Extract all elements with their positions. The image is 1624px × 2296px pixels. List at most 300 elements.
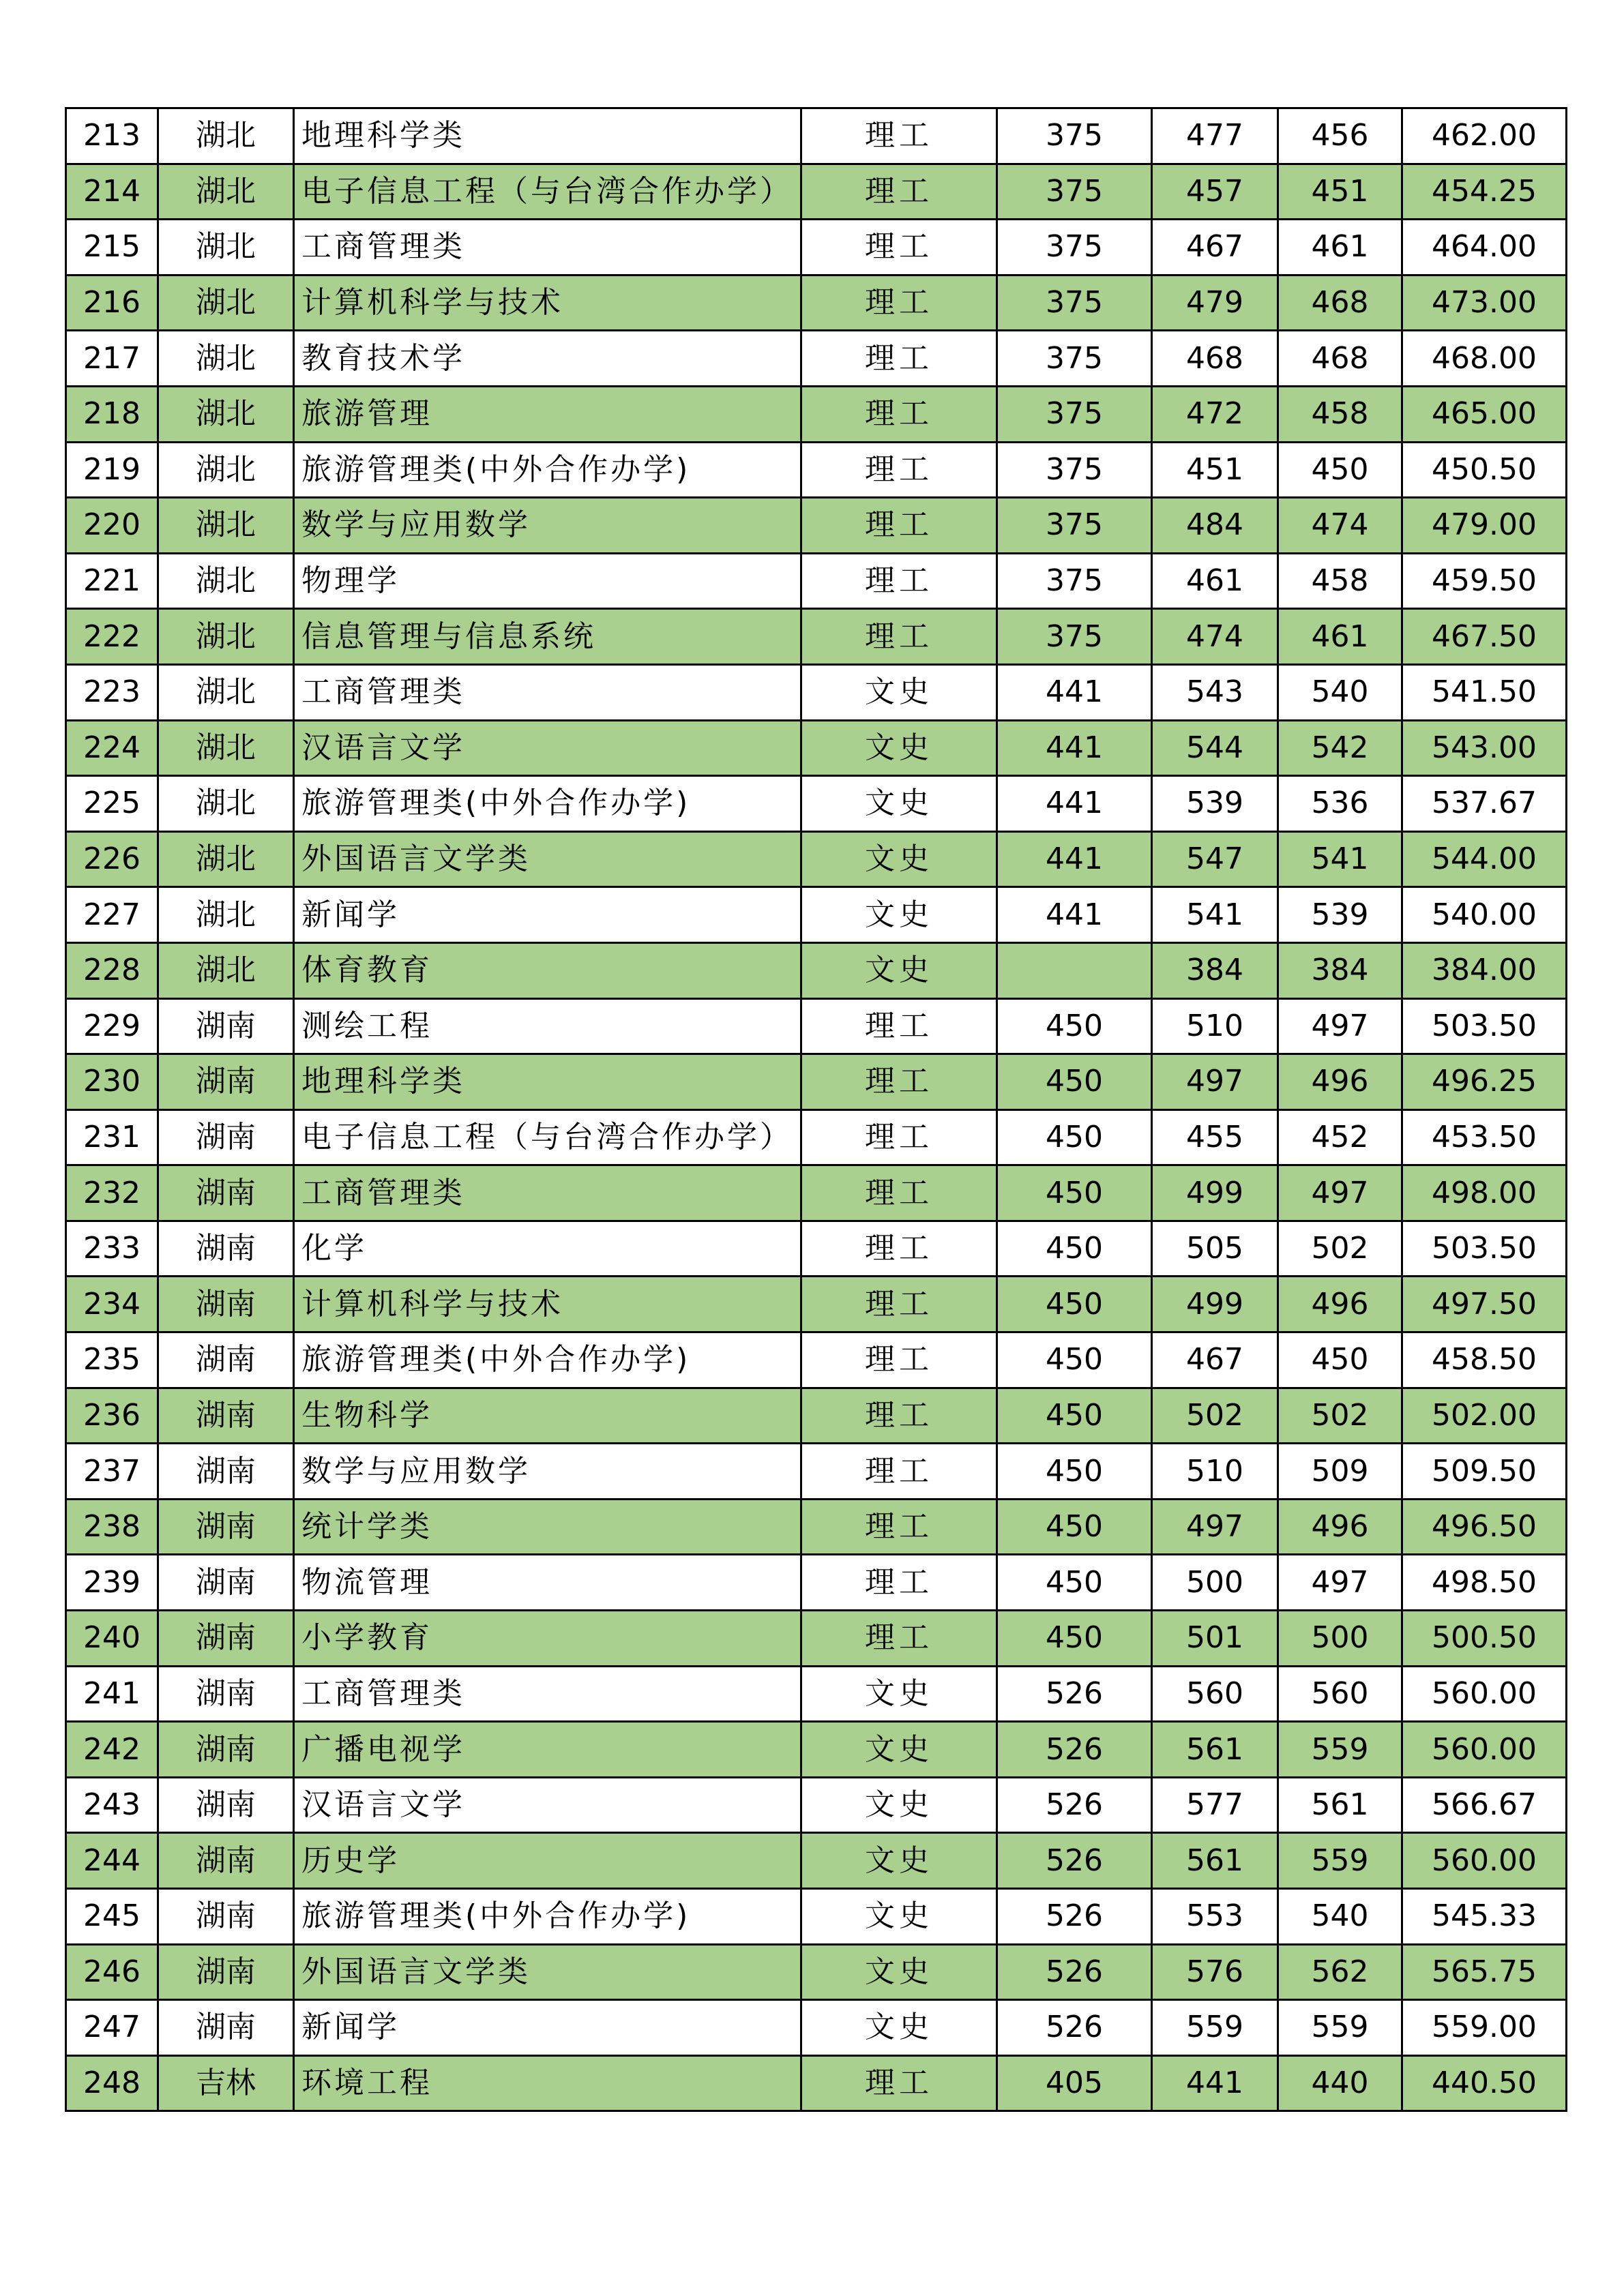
control-line-cell: 441 <box>997 776 1152 832</box>
province-cell: 湖南 <box>158 1722 294 1778</box>
min-score-cell: 536 <box>1278 776 1402 832</box>
category-cell: 理工 <box>801 609 997 665</box>
control-line-cell: 450 <box>997 1555 1152 1611</box>
control-line-cell: 441 <box>997 664 1152 720</box>
row-number-cell: 215 <box>66 220 158 275</box>
min-score-cell: 450 <box>1278 1332 1402 1388</box>
min-score-cell: 539 <box>1278 887 1402 943</box>
average-score-cell: 468.00 <box>1402 331 1567 387</box>
max-score-cell: 559 <box>1152 2000 1278 2056</box>
control-line-cell: 441 <box>997 831 1152 887</box>
table-row <box>66 2000 1567 2056</box>
average-score-cell: 503.50 <box>1402 998 1567 1054</box>
category-cell: 理工 <box>801 442 997 498</box>
table-row <box>66 553 1567 609</box>
max-score-cell: 510 <box>1152 1444 1278 1500</box>
max-score-cell: 384 <box>1152 942 1278 998</box>
control-line-cell: 375 <box>997 553 1152 609</box>
major-cell: 计算机科学与技术 <box>294 275 801 331</box>
max-score-cell: 461 <box>1152 553 1278 609</box>
min-score-cell: 440 <box>1278 2055 1402 2111</box>
row-number-cell: 244 <box>66 1833 158 1889</box>
major-cell: 旅游管理类(中外合作办学) <box>294 1889 801 1945</box>
major-cell: 外国语言文学类 <box>294 1944 801 2000</box>
province-cell: 湖北 <box>158 942 294 998</box>
average-score-cell: 459.50 <box>1402 553 1567 609</box>
major-cell: 工商管理类 <box>294 220 801 275</box>
province-cell: 湖北 <box>158 498 294 554</box>
major-cell: 生物科学 <box>294 1388 801 1444</box>
table-row <box>66 1499 1567 1555</box>
table-row <box>66 1388 1567 1444</box>
province-cell: 湖南 <box>158 1165 294 1221</box>
category-cell: 理工 <box>801 553 997 609</box>
major-cell: 测绘工程 <box>294 998 801 1054</box>
average-score-cell: 498.50 <box>1402 1555 1567 1611</box>
category-cell: 理工 <box>801 998 997 1054</box>
average-score-cell: 462.00 <box>1402 108 1567 164</box>
max-score-cell: 441 <box>1152 2055 1278 2111</box>
average-score-cell: 453.50 <box>1402 1109 1567 1165</box>
province-cell: 湖南 <box>158 1944 294 2000</box>
min-score-cell: 561 <box>1278 1777 1402 1833</box>
table-row <box>66 887 1567 943</box>
max-score-cell: 468 <box>1152 331 1278 387</box>
category-cell: 理工 <box>801 108 997 164</box>
province-cell: 湖南 <box>158 1833 294 1889</box>
province-cell: 湖北 <box>158 720 294 776</box>
control-line-cell: 450 <box>997 1277 1152 1332</box>
min-score-cell: 541 <box>1278 831 1402 887</box>
major-cell: 广播电视学 <box>294 1722 801 1778</box>
row-number-cell: 224 <box>66 720 158 776</box>
province-cell: 湖北 <box>158 831 294 887</box>
province-cell: 湖北 <box>158 275 294 331</box>
major-cell: 教育技术学 <box>294 331 801 387</box>
average-score-cell: 458.50 <box>1402 1332 1567 1388</box>
min-score-cell: 496 <box>1278 1277 1402 1332</box>
table-row <box>66 609 1567 665</box>
control-line-cell: 526 <box>997 1944 1152 2000</box>
major-cell: 物理学 <box>294 553 801 609</box>
row-number-cell: 217 <box>66 331 158 387</box>
max-score-cell: 561 <box>1152 1722 1278 1778</box>
category-cell: 理工 <box>801 1444 997 1500</box>
major-cell: 工商管理类 <box>294 664 801 720</box>
average-score-cell: 496.50 <box>1402 1499 1567 1555</box>
average-score-cell: 467.50 <box>1402 609 1567 665</box>
table-row <box>66 1833 1567 1889</box>
max-score-cell: 577 <box>1152 1777 1278 1833</box>
average-score-cell: 540.00 <box>1402 887 1567 943</box>
max-score-cell: 499 <box>1152 1165 1278 1221</box>
average-score-cell: 545.33 <box>1402 1889 1567 1945</box>
row-number-cell: 238 <box>66 1499 158 1555</box>
table-row <box>66 220 1567 275</box>
category-cell: 理工 <box>801 1109 997 1165</box>
min-score-cell: 497 <box>1278 1555 1402 1611</box>
category-cell: 文史 <box>801 1833 997 1889</box>
province-cell: 湖南 <box>158 1889 294 1945</box>
major-cell: 统计学类 <box>294 1499 801 1555</box>
min-score-cell: 559 <box>1278 2000 1402 2056</box>
major-cell: 新闻学 <box>294 887 801 943</box>
control-line-cell: 375 <box>997 442 1152 498</box>
min-score-cell: 502 <box>1278 1221 1402 1277</box>
row-number-cell: 219 <box>66 442 158 498</box>
max-score-cell: 500 <box>1152 1555 1278 1611</box>
control-line-cell: 375 <box>997 220 1152 275</box>
table-row <box>66 164 1567 220</box>
table-row <box>66 1277 1567 1332</box>
province-cell: 湖南 <box>158 1221 294 1277</box>
average-score-cell: 560.00 <box>1402 1833 1567 1889</box>
category-cell: 理工 <box>801 220 997 275</box>
table-row <box>66 1722 1567 1778</box>
province-cell: 湖南 <box>158 1277 294 1332</box>
average-score-cell: 543.00 <box>1402 720 1567 776</box>
average-score-cell: 384.00 <box>1402 942 1567 998</box>
category-cell: 文史 <box>801 776 997 832</box>
major-cell: 信息管理与信息系统 <box>294 609 801 665</box>
control-line-cell: 375 <box>997 609 1152 665</box>
max-score-cell: 547 <box>1152 831 1278 887</box>
row-number-cell: 235 <box>66 1332 158 1388</box>
category-cell: 理工 <box>801 1165 997 1221</box>
min-score-cell: 509 <box>1278 1444 1402 1500</box>
table-row <box>66 664 1567 720</box>
major-cell: 地理科学类 <box>294 1054 801 1110</box>
province-cell: 湖南 <box>158 1777 294 1833</box>
major-cell: 地理科学类 <box>294 108 801 164</box>
province-cell: 湖南 <box>158 1388 294 1444</box>
control-line-cell <box>997 942 1152 998</box>
row-number-cell: 214 <box>66 164 158 220</box>
average-score-cell: 503.50 <box>1402 1221 1567 1277</box>
average-score-cell: 541.50 <box>1402 664 1567 720</box>
max-score-cell: 510 <box>1152 998 1278 1054</box>
control-line-cell: 526 <box>997 1722 1152 1778</box>
row-number-cell: 218 <box>66 386 158 442</box>
max-score-cell: 499 <box>1152 1277 1278 1332</box>
row-number-cell: 236 <box>66 1388 158 1444</box>
province-cell: 湖北 <box>158 887 294 943</box>
min-score-cell: 452 <box>1278 1109 1402 1165</box>
table-row <box>66 1889 1567 1945</box>
category-cell: 理工 <box>801 1388 997 1444</box>
average-score-cell: 464.00 <box>1402 220 1567 275</box>
min-score-cell: 562 <box>1278 1944 1402 2000</box>
major-cell: 工商管理类 <box>294 1666 801 1722</box>
table-row <box>66 831 1567 887</box>
table-row <box>66 1777 1567 1833</box>
table-row <box>66 1944 1567 2000</box>
province-cell: 湖南 <box>158 1109 294 1165</box>
average-score-cell: 479.00 <box>1402 498 1567 554</box>
control-line-cell: 450 <box>997 1388 1152 1444</box>
category-cell: 理工 <box>801 1277 997 1332</box>
max-score-cell: 451 <box>1152 442 1278 498</box>
min-score-cell: 540 <box>1278 1889 1402 1945</box>
control-line-cell: 526 <box>997 1666 1152 1722</box>
row-number-cell: 227 <box>66 887 158 943</box>
table-row <box>66 331 1567 387</box>
min-score-cell: 474 <box>1278 498 1402 554</box>
min-score-cell: 458 <box>1278 553 1402 609</box>
control-line-cell: 450 <box>997 1165 1152 1221</box>
category-cell: 文史 <box>801 887 997 943</box>
control-line-cell: 450 <box>997 1611 1152 1667</box>
province-cell: 湖北 <box>158 331 294 387</box>
category-cell: 理工 <box>801 1555 997 1611</box>
control-line-cell: 375 <box>997 498 1152 554</box>
category-cell: 文史 <box>801 1666 997 1722</box>
category-cell: 理工 <box>801 2055 997 2111</box>
control-line-cell: 441 <box>997 887 1152 943</box>
min-score-cell: 468 <box>1278 331 1402 387</box>
category-cell: 文史 <box>801 720 997 776</box>
max-score-cell: 467 <box>1152 220 1278 275</box>
province-cell: 湖南 <box>158 1555 294 1611</box>
table-row <box>66 108 1567 164</box>
province-cell: 湖南 <box>158 998 294 1054</box>
min-score-cell: 461 <box>1278 220 1402 275</box>
average-score-cell: 559.00 <box>1402 2000 1567 2056</box>
category-cell: 文史 <box>801 1889 997 1945</box>
major-cell: 工商管理类 <box>294 1165 801 1221</box>
province-cell: 湖南 <box>158 1054 294 1110</box>
max-score-cell: 472 <box>1152 386 1278 442</box>
average-score-cell: 560.00 <box>1402 1666 1567 1722</box>
category-cell: 文史 <box>801 1944 997 2000</box>
max-score-cell: 455 <box>1152 1109 1278 1165</box>
province-cell: 湖南 <box>158 1499 294 1555</box>
table-row <box>66 1054 1567 1110</box>
max-score-cell: 497 <box>1152 1054 1278 1110</box>
row-number-cell: 226 <box>66 831 158 887</box>
row-number-cell: 213 <box>66 108 158 164</box>
average-score-cell: 497.50 <box>1402 1277 1567 1332</box>
average-score-cell: 498.00 <box>1402 1165 1567 1221</box>
row-number-cell: 232 <box>66 1165 158 1221</box>
min-score-cell: 458 <box>1278 386 1402 442</box>
min-score-cell: 542 <box>1278 720 1402 776</box>
min-score-cell: 496 <box>1278 1054 1402 1110</box>
province-cell: 湖北 <box>158 609 294 665</box>
row-number-cell: 228 <box>66 942 158 998</box>
max-score-cell: 560 <box>1152 1666 1278 1722</box>
average-score-cell: 440.50 <box>1402 2055 1567 2111</box>
control-line-cell: 450 <box>997 1332 1152 1388</box>
control-line-cell: 375 <box>997 275 1152 331</box>
province-cell: 湖北 <box>158 442 294 498</box>
major-cell: 汉语言文学 <box>294 720 801 776</box>
table-row <box>66 1555 1567 1611</box>
average-score-cell: 509.50 <box>1402 1444 1567 1500</box>
max-score-cell: 484 <box>1152 498 1278 554</box>
row-number-cell: 223 <box>66 664 158 720</box>
major-cell: 外国语言文学类 <box>294 831 801 887</box>
category-cell: 理工 <box>801 1499 997 1555</box>
major-cell: 旅游管理类(中外合作办学) <box>294 442 801 498</box>
min-score-cell: 497 <box>1278 998 1402 1054</box>
row-number-cell: 237 <box>66 1444 158 1500</box>
table-row <box>66 1444 1567 1500</box>
average-score-cell: 450.50 <box>1402 442 1567 498</box>
major-cell: 旅游管理类(中外合作办学) <box>294 1332 801 1388</box>
major-cell: 化学 <box>294 1221 801 1277</box>
control-line-cell: 375 <box>997 386 1152 442</box>
average-score-cell: 544.00 <box>1402 831 1567 887</box>
table-row <box>66 776 1567 832</box>
min-score-cell: 461 <box>1278 609 1402 665</box>
category-cell: 理工 <box>801 275 997 331</box>
min-score-cell: 497 <box>1278 1165 1402 1221</box>
min-score-cell: 559 <box>1278 1833 1402 1889</box>
average-score-cell: 454.25 <box>1402 164 1567 220</box>
row-number-cell: 221 <box>66 553 158 609</box>
major-cell: 小学教育 <box>294 1611 801 1667</box>
table-row <box>66 1332 1567 1388</box>
table-row <box>66 442 1567 498</box>
row-number-cell: 247 <box>66 2000 158 2056</box>
admission-score-table <box>65 107 1567 2112</box>
control-line-cell: 375 <box>997 331 1152 387</box>
min-score-cell: 496 <box>1278 1499 1402 1555</box>
average-score-cell: 500.50 <box>1402 1611 1567 1667</box>
category-cell: 文史 <box>801 664 997 720</box>
major-cell: 旅游管理 <box>294 386 801 442</box>
table-row <box>66 1611 1567 1667</box>
row-number-cell: 231 <box>66 1109 158 1165</box>
max-score-cell: 539 <box>1152 776 1278 832</box>
min-score-cell: 559 <box>1278 1722 1402 1778</box>
average-score-cell: 560.00 <box>1402 1722 1567 1778</box>
province-cell: 湖北 <box>158 108 294 164</box>
max-score-cell: 501 <box>1152 1611 1278 1667</box>
table-row <box>66 942 1567 998</box>
row-number-cell: 220 <box>66 498 158 554</box>
category-cell: 理工 <box>801 1332 997 1388</box>
control-line-cell: 375 <box>997 108 1152 164</box>
table-row <box>66 1221 1567 1277</box>
major-cell: 电子信息工程（与台湾合作办学） <box>294 1109 801 1165</box>
table-row <box>66 498 1567 554</box>
province-cell: 湖北 <box>158 553 294 609</box>
row-number-cell: 225 <box>66 776 158 832</box>
control-line-cell: 450 <box>997 1054 1152 1110</box>
max-score-cell: 474 <box>1152 609 1278 665</box>
average-score-cell: 496.25 <box>1402 1054 1567 1110</box>
average-score-cell: 473.00 <box>1402 275 1567 331</box>
province-cell: 湖北 <box>158 164 294 220</box>
min-score-cell: 540 <box>1278 664 1402 720</box>
category-cell: 理工 <box>801 498 997 554</box>
row-number-cell: 240 <box>66 1611 158 1667</box>
row-number-cell: 229 <box>66 998 158 1054</box>
max-score-cell: 479 <box>1152 275 1278 331</box>
major-cell: 历史学 <box>294 1833 801 1889</box>
min-score-cell: 468 <box>1278 275 1402 331</box>
province-cell: 湖南 <box>158 1611 294 1667</box>
category-cell: 文史 <box>801 1777 997 1833</box>
category-cell: 理工 <box>801 1054 997 1110</box>
min-score-cell: 450 <box>1278 442 1402 498</box>
control-line-cell: 526 <box>997 1889 1152 1945</box>
control-line-cell: 450 <box>997 1221 1152 1277</box>
row-number-cell: 245 <box>66 1889 158 1945</box>
control-line-cell: 375 <box>997 164 1152 220</box>
major-cell: 旅游管理类(中外合作办学) <box>294 776 801 832</box>
max-score-cell: 561 <box>1152 1833 1278 1889</box>
table-row <box>66 998 1567 1054</box>
control-line-cell: 441 <box>997 720 1152 776</box>
control-line-cell: 450 <box>997 1109 1152 1165</box>
row-number-cell: 222 <box>66 609 158 665</box>
major-cell: 电子信息工程（与台湾合作办学） <box>294 164 801 220</box>
category-cell: 理工 <box>801 1611 997 1667</box>
max-score-cell: 457 <box>1152 164 1278 220</box>
min-score-cell: 384 <box>1278 942 1402 998</box>
average-score-cell: 465.00 <box>1402 386 1567 442</box>
control-line-cell: 405 <box>997 2055 1152 2111</box>
province-cell: 湖北 <box>158 220 294 275</box>
max-score-cell: 576 <box>1152 1944 1278 2000</box>
province-cell: 吉林 <box>158 2055 294 2111</box>
category-cell: 理工 <box>801 386 997 442</box>
table-row <box>66 2055 1567 2111</box>
major-cell: 数学与应用数学 <box>294 498 801 554</box>
province-cell: 湖北 <box>158 776 294 832</box>
province-cell: 湖南 <box>158 1332 294 1388</box>
major-cell: 物流管理 <box>294 1555 801 1611</box>
row-number-cell: 246 <box>66 1944 158 2000</box>
table-row <box>66 1109 1567 1165</box>
average-score-cell: 537.67 <box>1402 776 1567 832</box>
category-cell: 文史 <box>801 1722 997 1778</box>
row-number-cell: 234 <box>66 1277 158 1332</box>
category-cell: 理工 <box>801 331 997 387</box>
major-cell: 汉语言文学 <box>294 1777 801 1833</box>
province-cell: 湖南 <box>158 2000 294 2056</box>
average-score-cell: 566.67 <box>1402 1777 1567 1833</box>
major-cell: 体育教育 <box>294 942 801 998</box>
average-score-cell: 565.75 <box>1402 1944 1567 2000</box>
control-line-cell: 450 <box>997 1499 1152 1555</box>
table-row <box>66 720 1567 776</box>
province-cell: 湖南 <box>158 1444 294 1500</box>
min-score-cell: 502 <box>1278 1388 1402 1444</box>
max-score-cell: 553 <box>1152 1889 1278 1945</box>
row-number-cell: 239 <box>66 1555 158 1611</box>
max-score-cell: 505 <box>1152 1221 1278 1277</box>
min-score-cell: 456 <box>1278 108 1402 164</box>
min-score-cell: 451 <box>1278 164 1402 220</box>
control-line-cell: 450 <box>997 998 1152 1054</box>
average-score-cell: 502.00 <box>1402 1388 1567 1444</box>
category-cell: 理工 <box>801 164 997 220</box>
row-number-cell: 242 <box>66 1722 158 1778</box>
min-score-cell: 560 <box>1278 1666 1402 1722</box>
max-score-cell: 502 <box>1152 1388 1278 1444</box>
max-score-cell: 477 <box>1152 108 1278 164</box>
category-cell: 文史 <box>801 942 997 998</box>
min-score-cell: 500 <box>1278 1611 1402 1667</box>
row-number-cell: 233 <box>66 1221 158 1277</box>
control-line-cell: 526 <box>997 1833 1152 1889</box>
major-cell: 计算机科学与技术 <box>294 1277 801 1332</box>
table-row <box>66 386 1567 442</box>
